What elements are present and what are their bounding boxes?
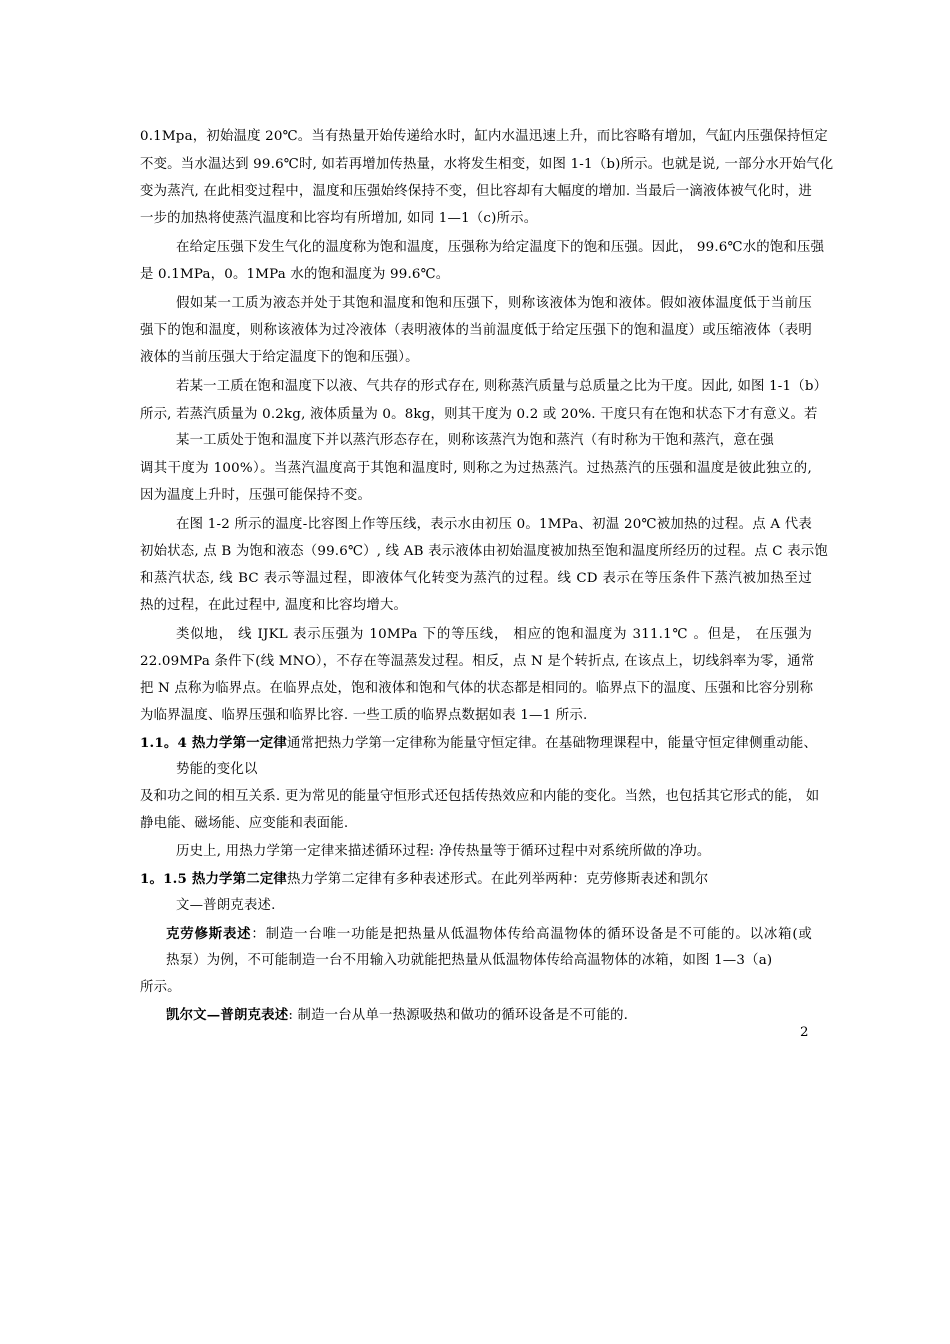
paragraph-line: 历史上, 用热力学第一定律来描述循环过程: 净传热量等于循环过程中对系统所做的净功。: [176, 844, 711, 859]
paragraph-line: 在图 1-2 所示的温度-比容图上作等压线，表示水由初压 0。1MPa、初温 20℃被加热的过程。点 A 代表: [176, 517, 812, 532]
section-text: 热力学第二定律有多种表述形式。在此列举两种：克劳修斯表述和凯尔: [287, 872, 709, 887]
paragraph-line: 所示。: [140, 980, 181, 995]
section-heading-line: [140, 870, 708, 889]
kelvin-statement-line: [166, 1006, 628, 1025]
paragraph-line: 热的过程，在此过程中, 温度和比容均增大。: [140, 598, 408, 613]
clausius-label: 克劳修斯表述: [166, 926, 252, 942]
paragraph-line: 一步的加热将使蒸汽温度和比容均有所增加, 如同 1—1（c)所示。: [140, 211, 538, 226]
paragraph-line: 0.1Mpa，初始温度 20℃。当有热量开始传递给水时，缸内水温迅速上升，而比容略有增加，气缸内压强保持恒定: [140, 129, 828, 144]
paragraph-line: 调其干度为 100%）。当蒸汽温度高于其饱和温度时, 则称之为过热蒸汽。过热蒸汽的压强和温度是彼此独立的,: [140, 461, 812, 476]
paragraph-line: 把 N 点称为临界点。在临界点处，饱和液体和饱和气体的状态都是相同的。临界点下的温度、压强和比容分别称: [140, 681, 814, 696]
page-number: 2: [800, 1025, 809, 1040]
paragraph-line: 某一工质处于饱和温度下并以蒸汽形态存在，则称该蒸汽为饱和蒸汽（有时称为干饱和蒸汽，意在强: [176, 433, 774, 448]
paragraph-line: 22.09MPa 条件下(线 MNO），不存在等温蒸发过程。相反，点 N 是个转折点, 在该点上，切线斜率为零，通常: [140, 654, 815, 669]
paragraph-line: 静电能、磁场能、应变能和表面能.: [140, 816, 349, 831]
paragraph-line: 所示, 若蒸汽质量为 0.2kg, 液体质量为 0。8kg，则其干度为 0.2 或 20%. 干度只有在饱和状态下才有意义。若: [140, 407, 818, 422]
paragraph-line: 强下的饱和温度，则称该液体为过冷液体（表明液体的当前温度低于给定压强下的饱和温度）或压缩液体（表明: [140, 323, 812, 338]
paragraph-line: 不变。当水温达到 99.6℃时, 如若再增加传热量，水将发生相变，如图 1-1（b)所示。也就是说, 一部分水开始气化: [140, 157, 834, 172]
kelvin-text: : 制造一台从单一热源吸热和做功的循环设备是不可能的.: [288, 1008, 629, 1023]
paragraph-line: 假如某一工质为液态并处于其饱和温度和饱和压强下，则称该液体为饱和液体。假如液体温度低于当前压: [176, 296, 812, 311]
paragraph-line: 类似地， 线 IJKL 表示压强为 10MPa 下的等压线， 相应的饱和温度为 311.1℃ 。但是， 在压强为: [176, 627, 812, 642]
paragraph-line: 因为温度上升时，压强可能保持不变。: [140, 488, 372, 503]
paragraph-line: 是 0.1MPa，0。1MPa 水的饱和温度为 99.6℃。: [140, 267, 450, 282]
paragraph-line: 文—普朗克表述.: [176, 898, 276, 913]
paragraph-line: 为临界温度、临界压强和临界比容. 一些工质的临界点数据如表 1—1 所示.: [140, 708, 588, 723]
section-heading: 1.1。4 热力学第一定律: [140, 735, 287, 751]
paragraph-line: 势能的变化以: [176, 762, 258, 777]
paragraph-line: 和蒸汽状态, 线 BC 表示等温过程，即液体气化转变为蒸汽的过程。线 CD 表示在等压条件下蒸汽被加热至过: [140, 571, 812, 586]
paragraph-line: 变为蒸汽, 在此相变过程中，温度和压强始终保持不变，但比容却有大幅度的增加. 当最后一滴液体被气化时，进: [140, 184, 812, 199]
paragraph-line: 液体的当前压强大于给定温度下的饱和压强）。: [140, 350, 419, 365]
section-heading-line: [140, 734, 817, 753]
section-heading: 1。1.5 热力学第二定律: [140, 871, 287, 887]
clausius-statement-line: [166, 925, 812, 944]
paragraph-line: 初始状态, 点 B 为饱和液态（99.6℃）, 线 AB 表示液体由初始温度被加热至饱和温度所经历的过程。点 C 表示饱: [140, 544, 828, 559]
paragraph-line: 若某一工质在饱和温度下以液、气共存的形式存在, 则称蒸汽质量与总质量之比为干度。因此, 如图 1-1（b）: [176, 379, 828, 394]
clausius-text: ：制造一台唯一功能是把热量从低温物体传给高温物体的循环设备是不可能的。以冰箱(或: [251, 927, 812, 942]
paragraph-line: 热泵）为例，不可能制造一台不用输入功就能把热量从低温物体传给高温物体的冰箱，如图 1—3（a): [166, 953, 773, 968]
section-text: 通常把热力学第一定律称为能量守恒定律。在基础物理课程中，能量守恒定律侧重动能、: [287, 736, 818, 751]
paragraph-line: 及和功之间的相互关系. 更为常见的能量守恒形式还包括传热效应和内能的变化。当然，也包括其它形式的能， 如: [140, 789, 820, 804]
paragraph-line: 在给定压强下发生气化的温度称为饱和温度，压强称为给定温度下的饱和压强。因此， 99.6℃水的饱和压强: [176, 240, 825, 255]
kelvin-label: 凯尔文—普朗克表述: [166, 1007, 289, 1023]
